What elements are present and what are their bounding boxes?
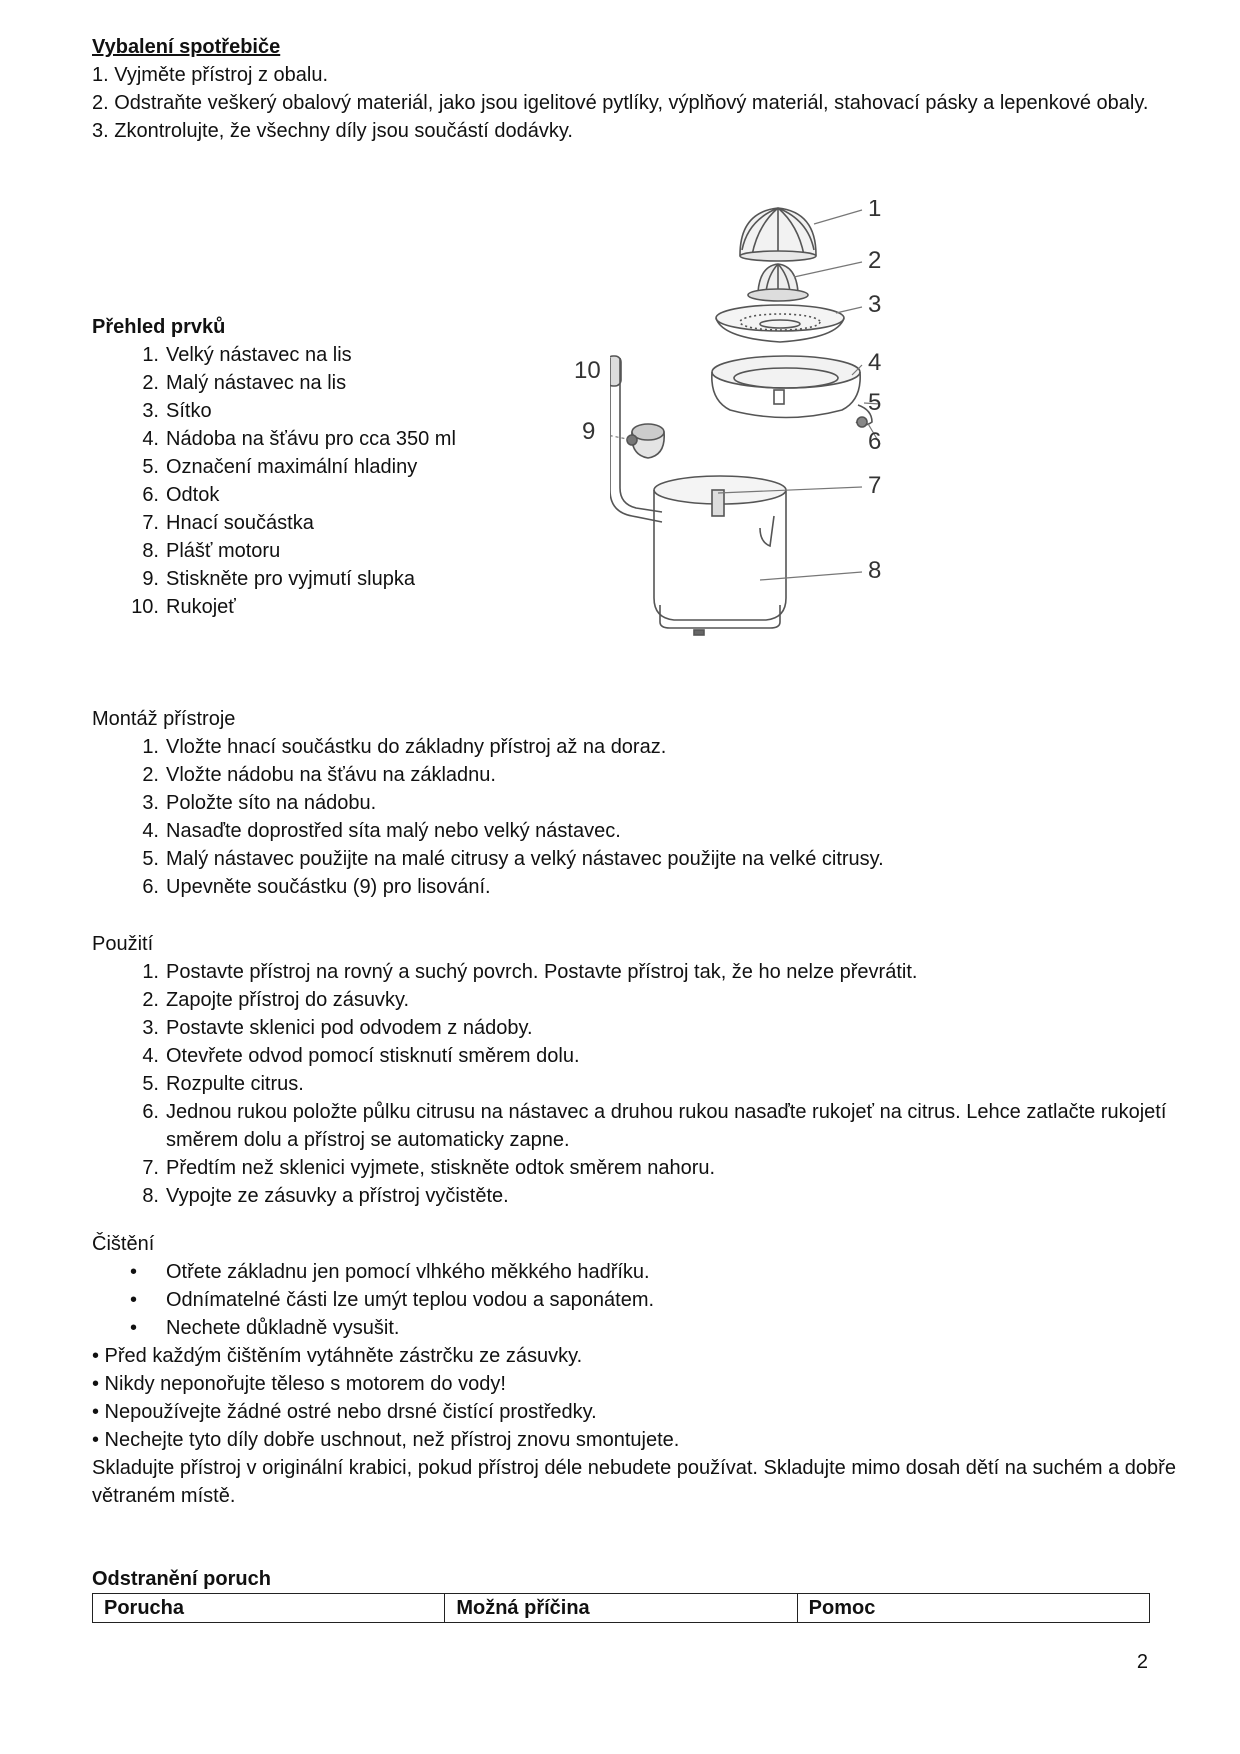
section-troubleshooting — [92, 1565, 271, 1593]
item-number: 8. — [142, 540, 159, 562]
cleaning-line: • Nepoužívejte žádné ostré nebo drsné čistící prostředky. — [92, 1401, 597, 1423]
list-item — [92, 1314, 1182, 1342]
item-text: Plášť motoru — [166, 540, 281, 562]
list-item — [92, 453, 456, 481]
section-usage — [92, 930, 1172, 1210]
cleaning-line: • Před každým čištěním vytáhněte zástrčku ze zásuvky. — [92, 1345, 583, 1367]
list-item — [92, 509, 456, 537]
motor-housing-illustration — [654, 476, 786, 635]
list-item — [92, 1182, 1172, 1210]
overview-heading: Přehled prvků — [92, 316, 226, 338]
page-number: 2 — [1136, 1651, 1148, 1673]
list-item — [92, 565, 456, 593]
item-number: 1. — [142, 961, 159, 983]
list-item — [92, 845, 884, 873]
list-item — [92, 1014, 1172, 1042]
diagram-label: 1 — [868, 200, 882, 222]
item-text: Rukojeť — [166, 596, 236, 618]
item-text: Jednou rukou položte půlku citrusu na nástavec a druhou rukou nasaďte rukojeť na citrus. Lehce zatlačte rukojetí směrem dolu a přístroj se automaticky zapne. — [166, 1101, 1167, 1151]
unpacking-line: 3. Zkontrolujte, že všechny díly jsou součástí dodávky. — [92, 120, 573, 142]
item-text: Nádoba na šťávu pro cca 350 ml — [166, 428, 456, 450]
list-item — [92, 537, 456, 565]
diagram-label: 5 — [868, 389, 882, 416]
unpacking-line: 2. Odstraňte veškerý obalový materiál, jako jsou igelitové pytlíky, výplňový materiál, stahovací pásky a lepenkové obaly. — [92, 92, 1149, 114]
list-item — [92, 1286, 1182, 1314]
item-text: Sítko — [166, 400, 212, 422]
item-text: Postavte sklenici pod odvodem z nádoby. — [166, 1017, 533, 1039]
item-number: 6. — [142, 876, 159, 898]
item-number: 2. — [142, 372, 159, 394]
item-text: Položte síto na nádobu. — [166, 792, 377, 814]
table-header-cell: Pomoc — [808, 1597, 876, 1619]
list-item — [92, 397, 456, 425]
bullet-icon: • — [130, 1261, 138, 1283]
item-text: Nasaďte doprostřed síta malý nebo velký nástavec. — [166, 820, 621, 842]
bullet-icon: • — [130, 1289, 138, 1311]
list-item — [92, 341, 456, 369]
cleaning-line: Skladujte přístroj v originální krabici, pokud přístroj déle nebudete používat. Skladujte mimo dosah dětí na suchém a dobře větraném místě. — [92, 1457, 1176, 1507]
list-item — [92, 873, 884, 901]
juicer-exploded-diagram — [610, 200, 900, 710]
cleaning-line: • Nikdy neponořujte těleso s motorem do vody! — [92, 1373, 506, 1395]
item-number: 1. — [142, 736, 159, 758]
juicer-diagram-svg — [610, 200, 900, 710]
item-number: 5. — [142, 848, 159, 870]
item-text: Odnímatelné části lze umýt teplou vodou a saponátem. — [166, 1289, 655, 1311]
item-text: Předtím než sklenici vyjmete, stiskněte odtok směrem nahoru. — [166, 1157, 716, 1179]
list-item — [92, 789, 884, 817]
troubleshooting-table — [92, 1593, 1150, 1623]
unpacking-heading: Vybalení spotřebiče — [92, 36, 281, 58]
table-header-cell: Možná příčina — [445, 1594, 797, 1622]
item-text: Otevřete odvod pomocí stisknutí směrem dolu. — [166, 1045, 580, 1067]
cleaning-line: • Nechejte tyto díly dobře uschnout, než přístroj znovu smontujete. — [92, 1429, 680, 1451]
item-text: Stiskněte pro vyjmutí slupka — [166, 568, 415, 590]
section-overview — [92, 313, 456, 621]
list-item — [92, 481, 456, 509]
item-number: 5. — [142, 1073, 159, 1095]
item-text: Rozpulte citrus. — [166, 1073, 304, 1095]
section-assembly — [92, 705, 884, 901]
item-number: 3. — [142, 1017, 159, 1039]
list-item — [92, 733, 884, 761]
troubleshooting-heading: Odstranění poruch — [92, 1568, 271, 1590]
item-text: Postavte přístroj na rovný a suchý povrch. Postavte přístroj tak, že ho nelze převrátit. — [166, 961, 918, 983]
item-number: 3. — [142, 400, 159, 422]
item-number: 4. — [142, 1045, 159, 1067]
diagram-label: 3 — [868, 291, 882, 318]
item-number: 3. — [142, 792, 159, 814]
item-number: 7. — [142, 1157, 159, 1179]
diagram-label: 7 — [868, 472, 882, 499]
item-text: Velký nástavec na lis — [166, 344, 352, 366]
item-text: Malý nástavec použijte na malé citrusy a velký nástavec použijte na velké citrusy. — [166, 848, 884, 870]
item-text: Upevněte součástku (9) pro lisování. — [166, 876, 491, 898]
assembly-heading: Montáž přístroje — [92, 708, 236, 730]
item-number: 4. — [142, 820, 159, 842]
list-item — [92, 369, 456, 397]
item-number: 1. — [142, 344, 159, 366]
diagram-label-9: 9 — [582, 418, 596, 445]
diagram-label: 8 — [868, 557, 882, 584]
list-item — [92, 1258, 1182, 1286]
list-item — [92, 593, 456, 621]
list-item — [92, 1070, 1172, 1098]
item-text: Označení maximální hladiny — [166, 456, 418, 478]
section-cleaning — [92, 1230, 1182, 1510]
list-item — [92, 1154, 1172, 1182]
list-item — [92, 958, 1172, 986]
bullet-icon: • — [130, 1317, 138, 1339]
item-text: Vypojte ze zásuvky a přístroj vyčistěte. — [166, 1185, 509, 1207]
item-number: 6. — [142, 484, 159, 506]
diagram-label: 2 — [868, 247, 882, 274]
item-text: Vložte nádobu na šťávu na základnu. — [166, 764, 496, 786]
list-item — [92, 1098, 1172, 1154]
list-item — [92, 761, 884, 789]
diagram-label-10: 10 — [574, 357, 601, 384]
list-item — [92, 425, 456, 453]
item-text: Vložte hnací součástku do základny přístroj až na doraz. — [166, 736, 667, 758]
diagram-label: 6 — [868, 428, 882, 455]
item-number: 5. — [142, 456, 159, 478]
juice-container-illustration — [712, 356, 872, 427]
unpacking-line: 1. Vyjměte přístroj z obalu. — [92, 64, 329, 86]
item-text: Hnací součástka — [166, 512, 314, 534]
item-number: 10. — [131, 596, 159, 618]
item-number: 2. — [142, 989, 159, 1011]
sieve-illustration — [716, 305, 844, 342]
table-header-cell: Porucha — [93, 1594, 445, 1622]
list-item — [92, 817, 884, 845]
cleaning-heading: Čištění — [92, 1233, 155, 1255]
item-text: Zapojte přístroj do zásuvky. — [166, 989, 410, 1011]
item-number: 8. — [142, 1185, 159, 1207]
item-number: 2. — [142, 764, 159, 786]
item-number: 7. — [142, 512, 159, 534]
small-cone-illustration — [748, 264, 808, 301]
item-text: Odtok — [166, 484, 220, 506]
diagram-label: 4 — [868, 349, 882, 376]
large-cone-illustration — [740, 208, 816, 261]
item-text: Malý nástavec na lis — [166, 372, 347, 394]
list-item — [92, 986, 1172, 1014]
item-text: Otřete základnu jen pomocí vlhkého měkkého hadříku. — [166, 1261, 650, 1283]
usage-heading: Použití — [92, 933, 154, 955]
list-item — [92, 1042, 1172, 1070]
press-cap-illustration — [627, 424, 664, 458]
section-unpacking — [92, 33, 1172, 145]
item-number: 9. — [142, 568, 159, 590]
item-number: 6. — [142, 1101, 159, 1123]
item-number: 4. — [142, 428, 159, 450]
item-text: Nechete důkladně vysušit. — [166, 1317, 400, 1339]
